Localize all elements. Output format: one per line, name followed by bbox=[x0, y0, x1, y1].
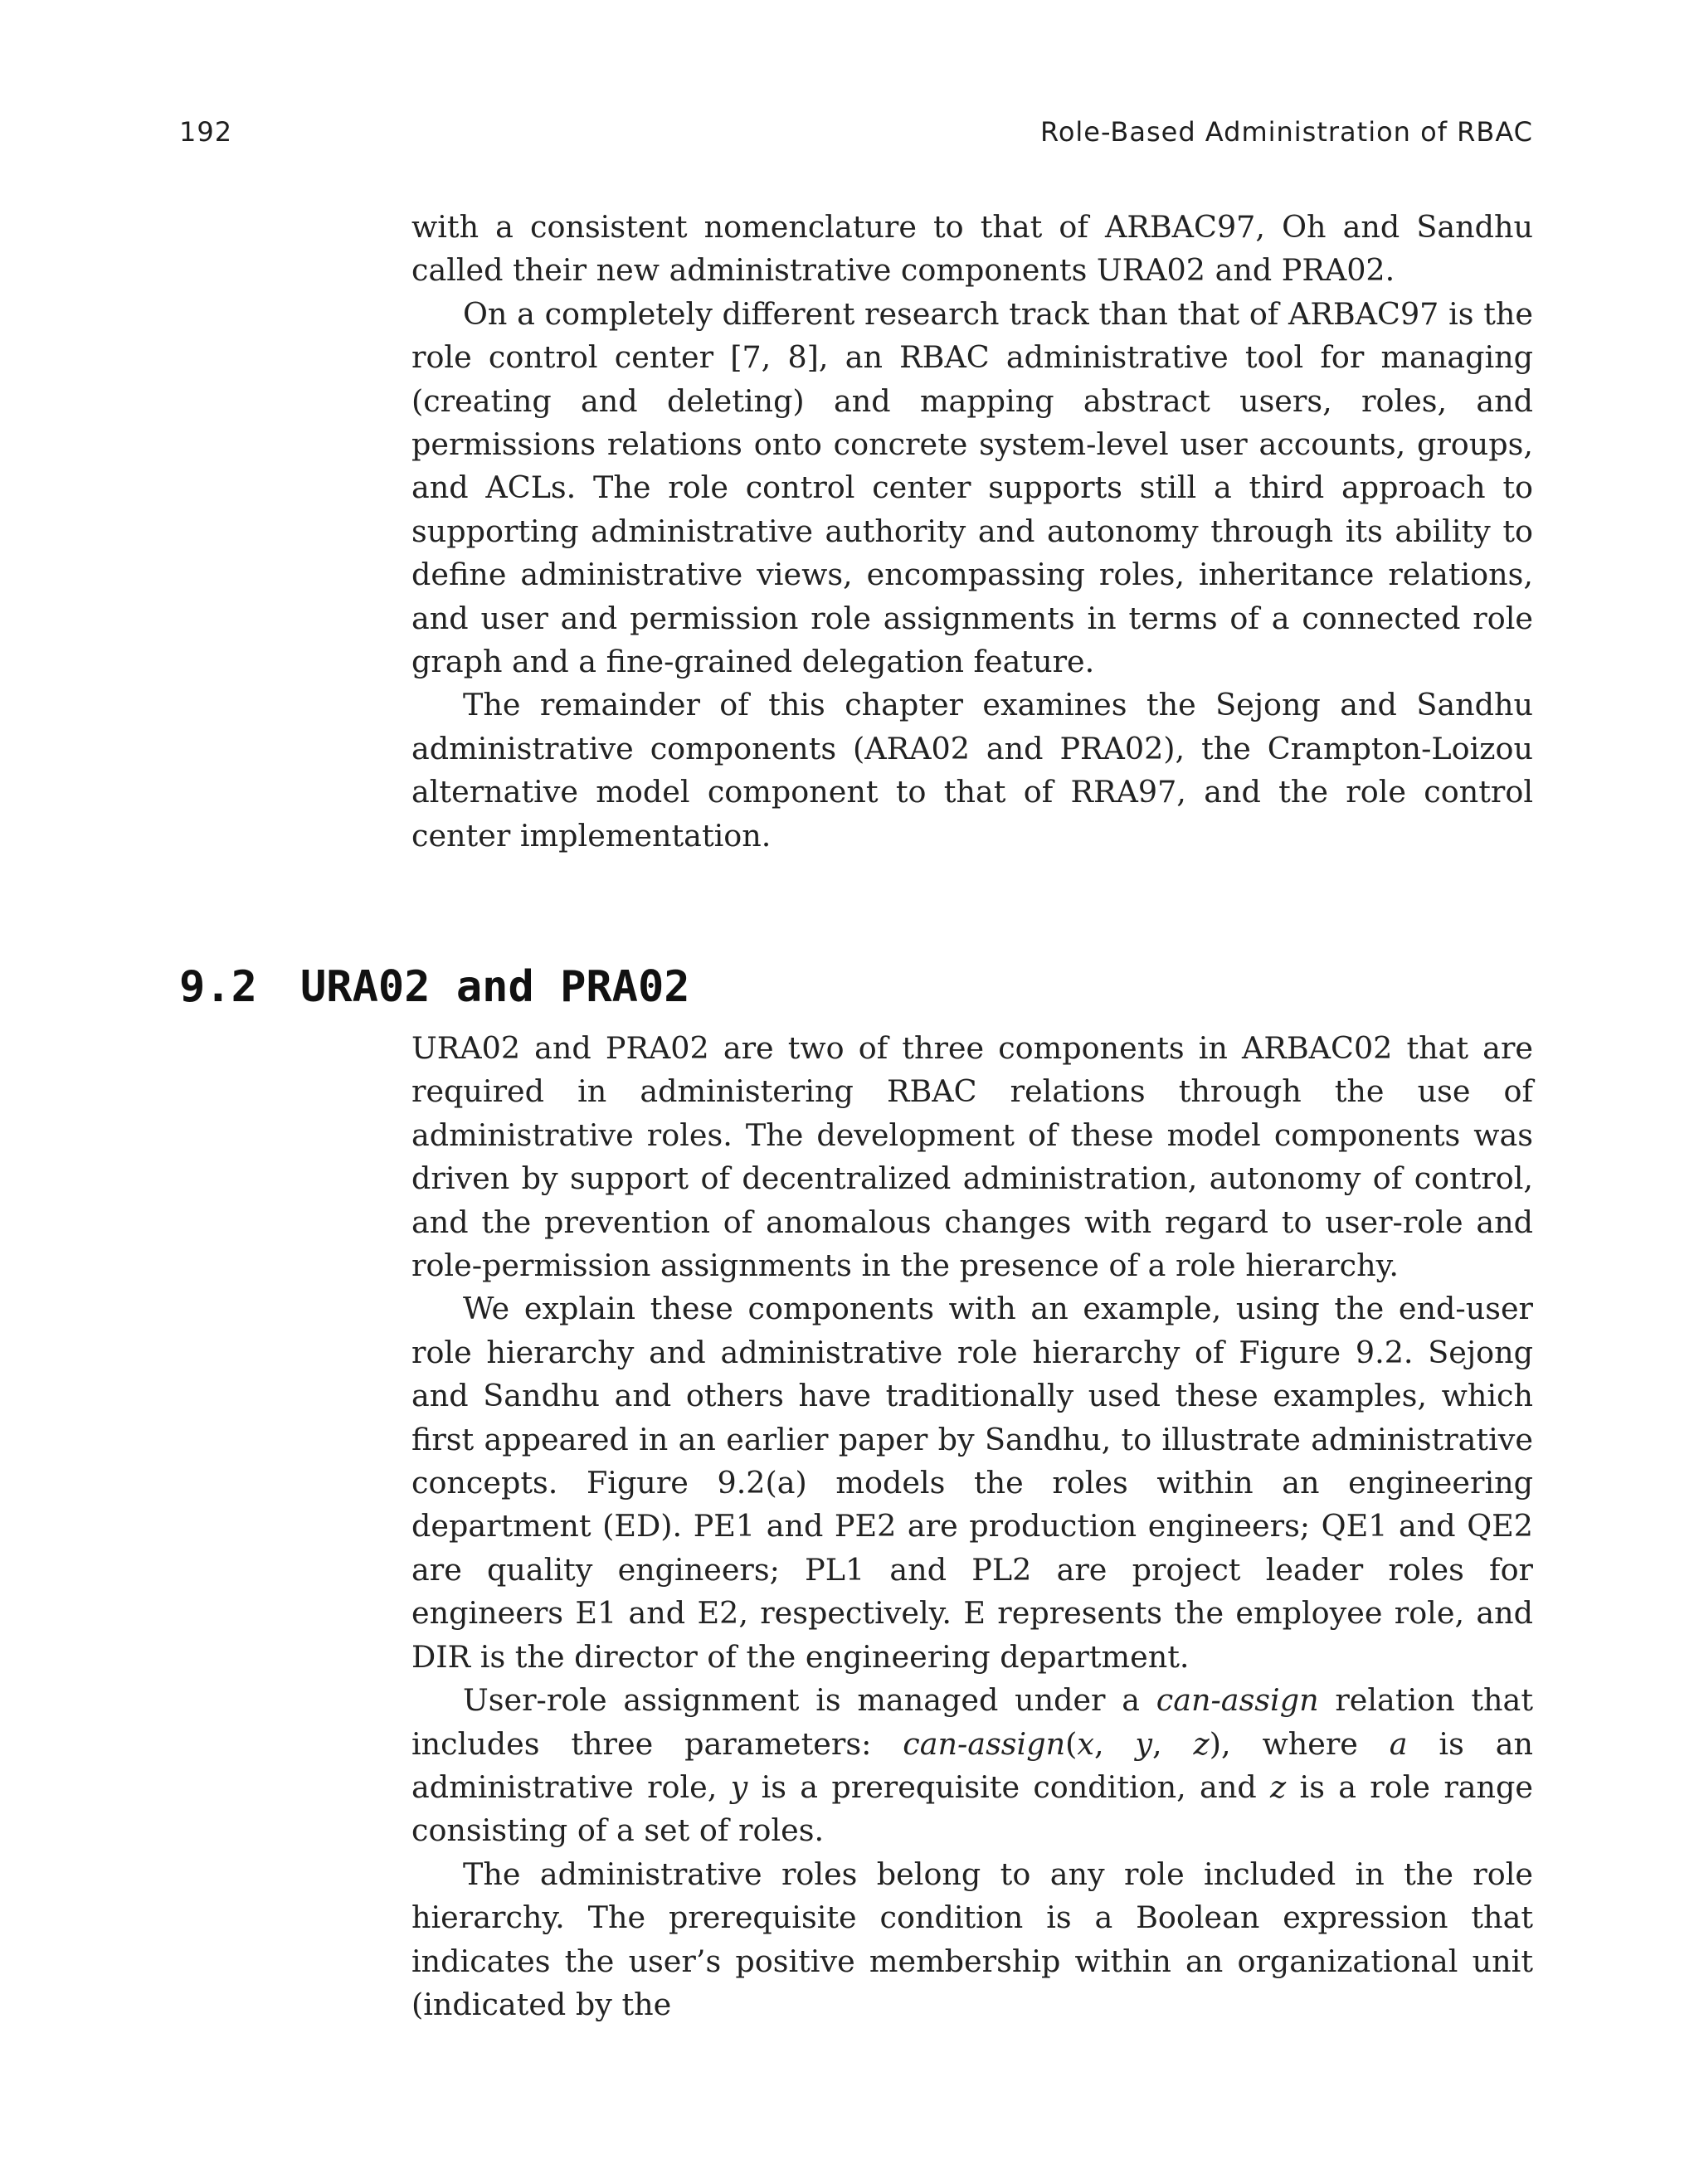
section-paragraph-1: URA02 and PRA02 are two of three components in ARBAC02 that are required in administering RBAC relations through the use of administrative roles. The development of these model components was driven by support of decentralized administration, autonomy of control, and the prevention of anomalous changes with regard to user-role and role-permission assignments in the presence of a role hierarchy. bbox=[411, 1030, 1533, 1284]
section-paragraph-4: The administrative roles belong to any role included in the role hierarchy. The prerequisite condition is a Boolean expression that indicates the user’s positive membership within an organizational unit (indicated by the bbox=[411, 1856, 1533, 2022]
param-z: z bbox=[1193, 1725, 1210, 1762]
section-paragraph-3 bbox=[411, 1679, 1533, 1853]
p3-text-5: , bbox=[1152, 1725, 1194, 1762]
p3-text-4: , bbox=[1093, 1725, 1136, 1762]
running-head bbox=[179, 116, 1533, 149]
p3-text-3: ( bbox=[1065, 1725, 1078, 1762]
param-z-ref: z bbox=[1270, 1768, 1287, 1805]
intro-paragraph-1: with a consistent nomenclature to that of ARBAC97, Oh and Sandhu called their new administrative components URA02 and PRA02. bbox=[411, 209, 1533, 289]
section-number: 9.2 bbox=[179, 962, 257, 1012]
can-assign-function: can-assign bbox=[903, 1725, 1066, 1762]
param-x: x bbox=[1077, 1725, 1094, 1762]
p3-text-8: is a prerequisite condition, and bbox=[747, 1768, 1270, 1805]
intro-paragraph-3: The remainder of this chapter examines the Sejong and Sandhu administrative components (ARA02 and PRA02), the Crampton-Loizou alternative model component to that of RRA97, and the role control center implementation. bbox=[411, 687, 1533, 854]
p3-text-9: is a role range consisting of a set of roles. bbox=[411, 1768, 1533, 1849]
section-body-text bbox=[411, 1027, 1533, 2026]
p3-text-7: is an administrative role, bbox=[411, 1725, 1533, 1805]
page-number: 192 bbox=[179, 116, 233, 148]
can-assign-term: can-assign bbox=[1156, 1682, 1319, 1719]
running-title: Role-Based Administration of RBAC bbox=[1040, 116, 1533, 148]
p3-text-2: relation that includes three parameters: bbox=[411, 1682, 1533, 1762]
param-y-ref: y bbox=[730, 1768, 748, 1805]
section-title: URA02 and PRA02 bbox=[300, 962, 690, 1012]
param-a: a bbox=[1389, 1725, 1408, 1762]
intro-text bbox=[411, 206, 1533, 858]
section-paragraph-2: We explain these components with an example, using the end-user role hierarchy and administrative role hierarchy of Figure 9.2. Sejong and Sandhu and others have traditionally used these examples, which first appeared in an earlier paper by Sandhu, to illustrate administrative concepts. Figure 9.2(a) models the roles within an engineering department (ED). PE1 and PE2 are production engineers; QE1 and QE2 are quality engineers; PL1 and PL2 are project leader roles for engineers E1 and E2, respectively. E represents the employee role, and DIR is the director of the engineering department. bbox=[411, 1291, 1533, 1675]
p3-text-6: ), where bbox=[1209, 1725, 1390, 1762]
p3-text-1: User-role assignment is managed under a bbox=[463, 1682, 1156, 1719]
param-y: y bbox=[1135, 1725, 1153, 1762]
intro-paragraph-2: On a completely different research track than that of ARBAC97 is the role control center [7, 8], an RBAC administrative tool for managing (creating and deleting) and mapping abstract users, roles, and permissions relations onto concrete system-level user accounts, groups, and ACLs. The role control center supports still a third approach to supporting administrative authority and autonomy through its ability to define administrative views, encompassing roles, inheritance relations, and user and permission role assignments in terms of a connected role graph and a fine-grained delegation feature. bbox=[411, 295, 1533, 680]
